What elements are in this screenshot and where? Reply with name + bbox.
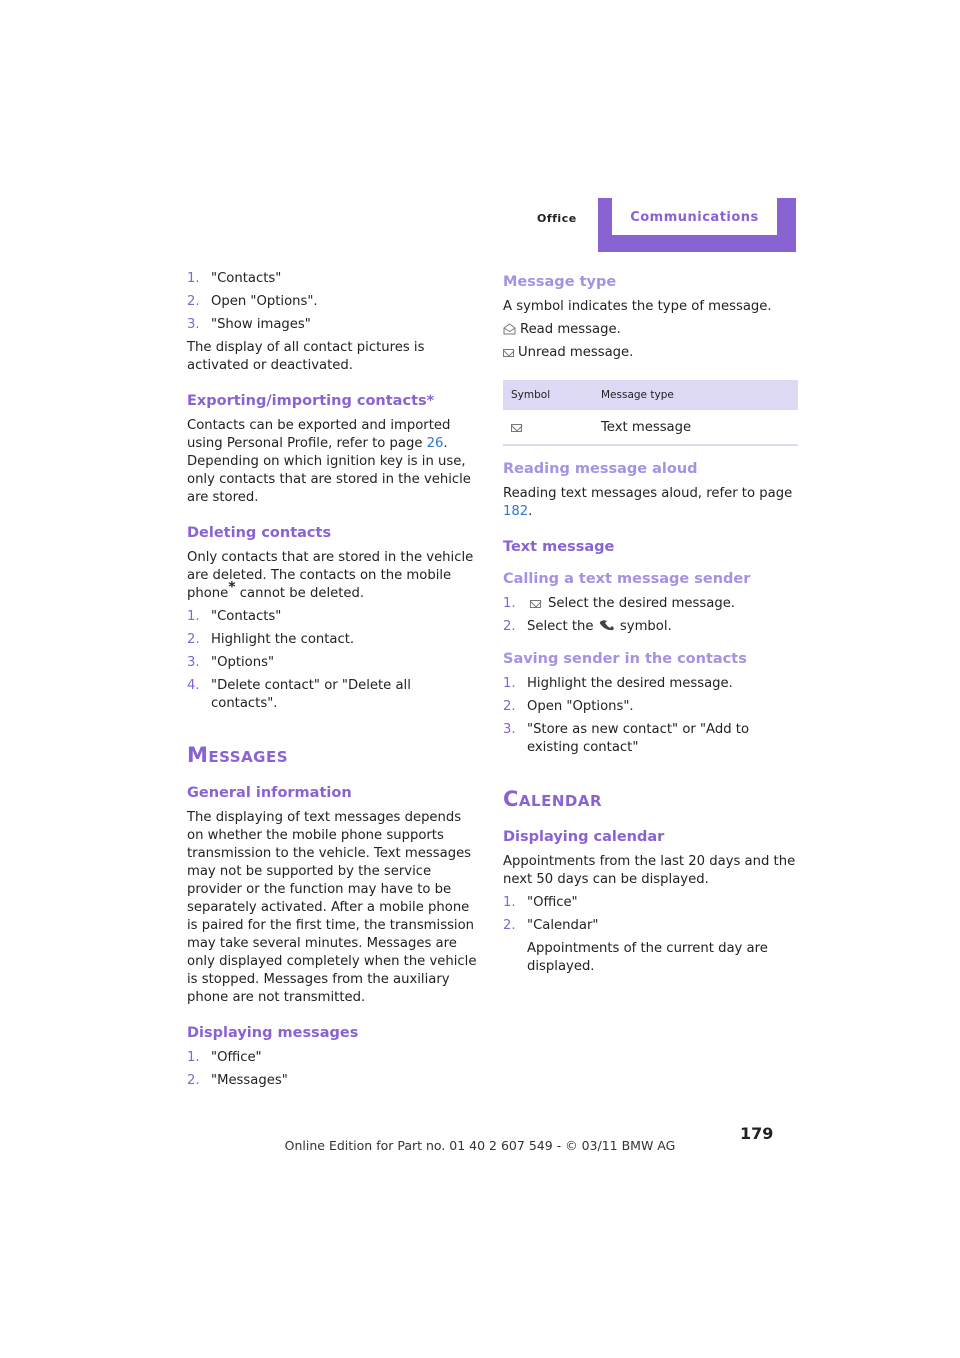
chapter-title: Communications (612, 198, 777, 235)
messages-heading: Messages (187, 743, 289, 767)
table-cell-type: Text message (601, 419, 692, 435)
left-column (187, 270, 479, 1095)
aloud-text: Reading text messages aloud, refer to page 182. (503, 486, 793, 519)
envelope-icon (503, 349, 514, 357)
list-item: 1. Highlight the desired message. (503, 676, 733, 691)
list-item: 2. Select the symbol. (503, 619, 672, 634)
list-item: 4. "Delete contact" or "Delete all contacts". (187, 678, 411, 711)
list-item: 3. "Options" (187, 655, 275, 670)
unread-row: Unread message. (503, 344, 798, 362)
text-message-heading: Text message (503, 539, 615, 555)
list-item: 3. "Show images" (187, 317, 311, 332)
list-item: 2. Open "Options". (503, 699, 634, 714)
general-text: The displaying of text messages depends on whether the mobile phone supports transmission to the vehicle. Text messages may not be supported by the service provider or the function may have to be separately activated. After a mobile phone is paired for the first time, the transmission may take several minutes. Messages are only displayed completely when the vehicle is stopped. Messages from the auxiliary phone are not transmitted. (187, 810, 477, 1005)
general-heading: General information (187, 785, 352, 801)
show-images-steps (187, 270, 479, 334)
message-type-table (503, 380, 798, 446)
column-header-symbol: Symbol (511, 389, 551, 401)
section-label: Office (537, 212, 577, 225)
footer: Online Edition for Part no. 01 40 2 607 549 - © 03/11 BMW AG (284, 1138, 676, 1153)
asterisk-mark: * (228, 579, 236, 596)
type-intro: A symbol indicates the type of message. (503, 299, 772, 314)
export-heading: Exporting/importing contacts* (187, 393, 435, 409)
page-number: 179 (740, 1124, 774, 1143)
envelope-icon (511, 424, 522, 432)
list-item: 2. "Calendar" (503, 918, 599, 933)
calendar-heading: Calendar (503, 787, 602, 811)
list-item: 2. "Messages" (187, 1073, 288, 1088)
list-item: 2. Open "Options". (187, 294, 318, 309)
page-link-26[interactable]: 26 (426, 436, 444, 451)
column-header-type: Message type (601, 389, 674, 401)
table-row (503, 410, 798, 446)
list-item: 1. "Office" (187, 1050, 262, 1065)
displaying-heading: Displaying messages (187, 1025, 359, 1041)
displaying-calendar-text: Appointments from the last 20 days and the next 50 days can be displayed. (503, 854, 796, 887)
list-item: 2. Highlight the contact. (187, 632, 355, 647)
saving-heading: Saving sender in the contacts (503, 651, 747, 667)
list-item: 3. "Store as new contact" or "Add to existing contact" (503, 722, 750, 755)
delete-steps (187, 608, 479, 713)
table-cell-symbol (503, 420, 601, 435)
page-link-182[interactable]: 182 (503, 504, 529, 519)
list-item: 1. "Contacts" (187, 609, 282, 624)
chapter-tab (598, 198, 796, 252)
list-item: 1. Select the desired message. (503, 596, 735, 611)
list-item: 1. "Contacts" (187, 271, 282, 286)
displaying-calendar-heading: Displaying calendar (503, 829, 665, 845)
phone-icon (598, 619, 616, 631)
table-header (503, 380, 798, 410)
displaying-steps (187, 1049, 479, 1090)
images-note: The display of all contact pictures is activated or deactivated. (187, 340, 425, 373)
list-item: 1. "Office" (503, 895, 578, 910)
aloud-heading: Reading message aloud (503, 461, 698, 477)
delete-heading: Deleting contacts (187, 525, 332, 541)
export-text: Contacts can be exported and imported using Personal Profile, refer to page 26. Depending on which ignition key is in use, only contacts that are stored in the vehicle are stored. (187, 418, 471, 505)
calendar-steps (503, 894, 798, 935)
calling-heading: Calling a text message sender (503, 571, 751, 587)
type-heading: Message type (503, 274, 617, 290)
right-column (503, 270, 798, 981)
saving-steps (503, 675, 798, 757)
open-envelope-icon (503, 323, 516, 335)
read-row: Read message. (503, 321, 798, 339)
envelope-icon (530, 600, 541, 608)
calendar-note: Appointments of the current day are displayed. (527, 941, 768, 974)
delete-text: Only contacts that are stored in the vehicle are deleted. The contacts on the mobile phone* cannot be deleted. (187, 550, 474, 601)
calling-steps (503, 595, 798, 636)
